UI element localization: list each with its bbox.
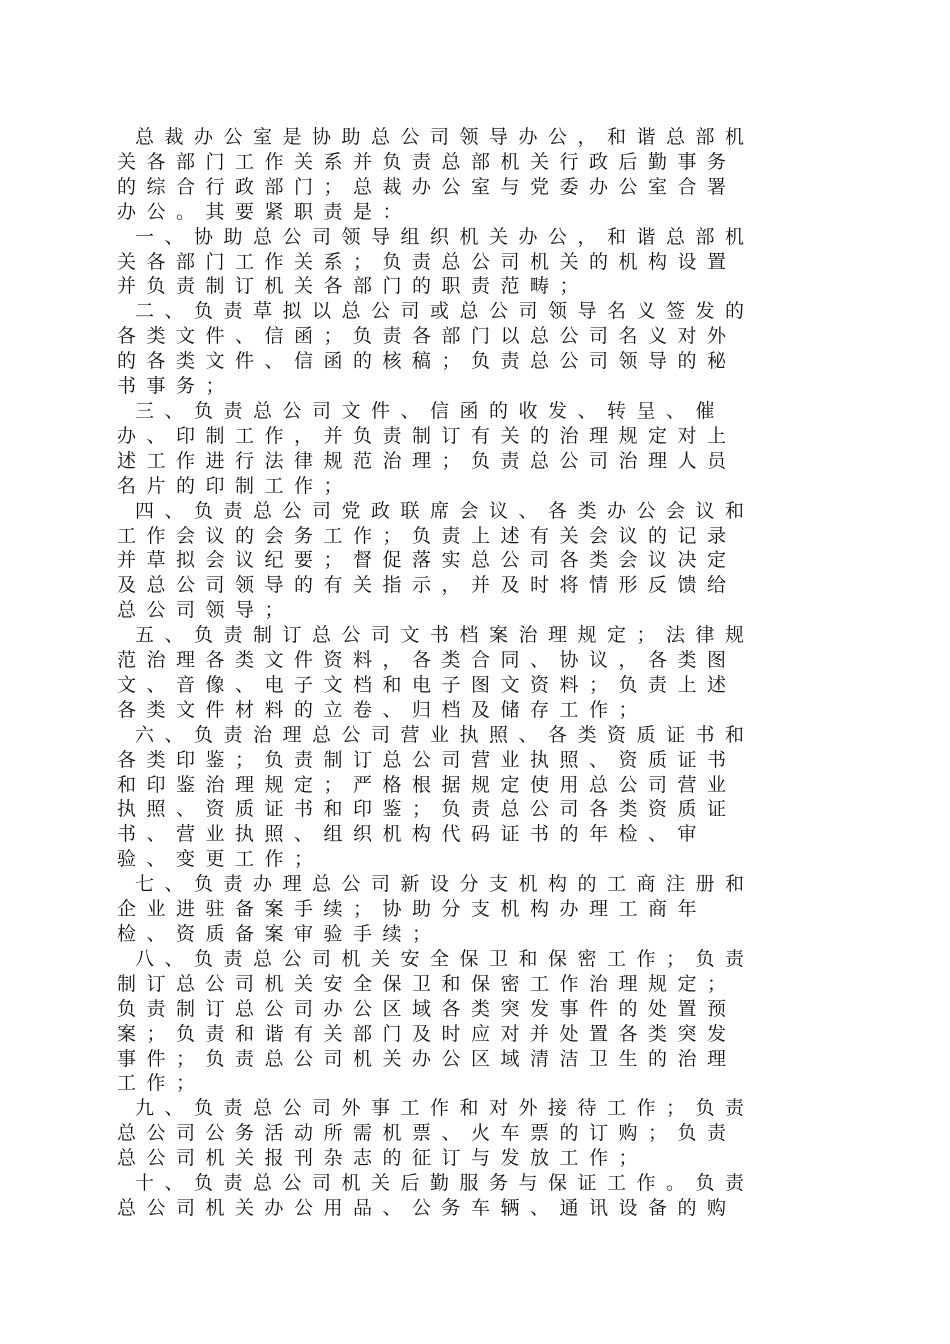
- paragraph-item-6: [117, 723, 829, 872]
- text-line: 述工作进行法律规范治理；负责总公司治理人员: [117, 449, 737, 472]
- text-line: 书、营业执照、组织机构代码证书的年检、审: [117, 823, 708, 846]
- text-line: 六、负责治理总公司营业执照、各类资质证书和: [135, 723, 755, 746]
- text-line: 七、负责办理总公司新设分支机构的工商注册和: [135, 873, 755, 896]
- paragraph-item-2: [117, 299, 829, 399]
- text-line: 总裁办公室是协助总公司领导办公，和谐总部机: [135, 126, 755, 148]
- paragraph-item-5: [117, 623, 829, 723]
- text-line: 办、印制工作，并负责制订有关的治理规定对上: [117, 424, 737, 447]
- text-line: 企业进驻备案手续；协助分支机构办理工商年: [117, 898, 708, 921]
- text-line: 三、负责总公司文件、信函的收发、转呈、催: [135, 399, 726, 422]
- text-line: 一、协助总公司领导组织机关办公，和谐总部机: [135, 225, 755, 248]
- text-line: 案；负责和谐有关部门及时应对并处置各类突发: [117, 1022, 737, 1045]
- text-line: 办公。其要紧职责是：: [117, 200, 413, 223]
- paragraph-item-3: [117, 399, 829, 499]
- text-line: 和印鉴治理规定；严格根据规定使用总公司营业: [117, 773, 737, 796]
- text-line: 范治理各类文件资料，各类合同、协议，各类图: [117, 649, 737, 672]
- text-line: 各类文件、信函；负责各部门以总公司名义对外: [117, 325, 737, 348]
- text-line: 检、资质备案审验手续；: [117, 923, 442, 945]
- text-line: 负责制订总公司办公区域各类突发事件的处置预: [117, 997, 737, 1020]
- text-line: 执照、资质证书和印鉴；负责总公司各类资质证: [117, 798, 737, 821]
- text-line: 十、负责总公司机关后勤服务与保证工作。负责: [135, 1172, 755, 1195]
- paragraph-item-8: [117, 947, 829, 1096]
- text-line: 文、音像、电子文档和电子图文资料；负责上述: [117, 673, 737, 696]
- text-line: 总公司机关报刊杂志的征订与发放工作；: [117, 1147, 649, 1170]
- text-line: 工作；: [117, 1072, 206, 1095]
- text-line: 总公司领导；: [117, 599, 295, 622]
- text-line: 各类文件材料的立卷、归档及储存工作；: [117, 698, 649, 721]
- document-body: [117, 125, 829, 1221]
- text-line: 书事务；: [117, 375, 236, 398]
- text-line: 验、变更工作；: [117, 848, 324, 871]
- text-line: 的各类文件、信函的核稿；负责总公司领导的秘: [117, 350, 737, 373]
- text-line: 总公司机关办公用品、公务车辆、通讯设备的购: [117, 1196, 737, 1219]
- text-line: 关各部门工作关系并负责总部机关行政后勤事务: [117, 150, 737, 173]
- text-line: 并草拟会议纪要；督促落实总公司各类会议决定: [117, 549, 737, 572]
- paragraph-item-10: [117, 1171, 829, 1221]
- text-line: 九、负责总公司外事工作和对外接待工作；负责: [135, 1097, 755, 1120]
- text-line: 各类印鉴；负责制订总公司营业执照、资质证书: [117, 748, 737, 771]
- text-line: 的综合行政部门；总裁办公室与党委办公室合署: [117, 175, 737, 198]
- text-line: 工作会议的会务工作；负责上述有关会议的记录: [117, 524, 737, 547]
- text-line: 事件；负责总公司机关办公区域清洁卫生的治理: [117, 1047, 737, 1070]
- text-line: 及总公司领导的有关指示，并及时将情形反馈给: [117, 574, 737, 597]
- text-line: 八、负责总公司机关安全保卫和保密工作；负责: [135, 947, 755, 970]
- paragraph-item-1: [117, 225, 829, 300]
- text-line: 总公司公务活动所需机票、火车票的订购；负责: [117, 1122, 737, 1145]
- paragraph-intro: [117, 125, 829, 225]
- text-line: 二、负责草拟以总公司或总公司领导名义签发的: [135, 300, 755, 323]
- text-line: 关各部门工作关系；负责总公司机关的机构设置: [117, 250, 737, 273]
- text-line: 名片的印制工作；: [117, 474, 354, 497]
- text-line: 并负责制订机关各部门的职责范畴；: [117, 275, 590, 298]
- paragraph-item-7: [117, 872, 829, 947]
- text-line: 四、负责总公司党政联席会议、各类办公会议和: [135, 499, 755, 522]
- paragraph-item-9: [117, 1096, 829, 1171]
- text-line: 制订总公司机关安全保卫和保密工作治理规定；: [117, 972, 737, 995]
- text-line: 五、负责制订总公司文书档案治理规定；法律规: [135, 624, 755, 647]
- paragraph-item-4: [117, 499, 829, 624]
